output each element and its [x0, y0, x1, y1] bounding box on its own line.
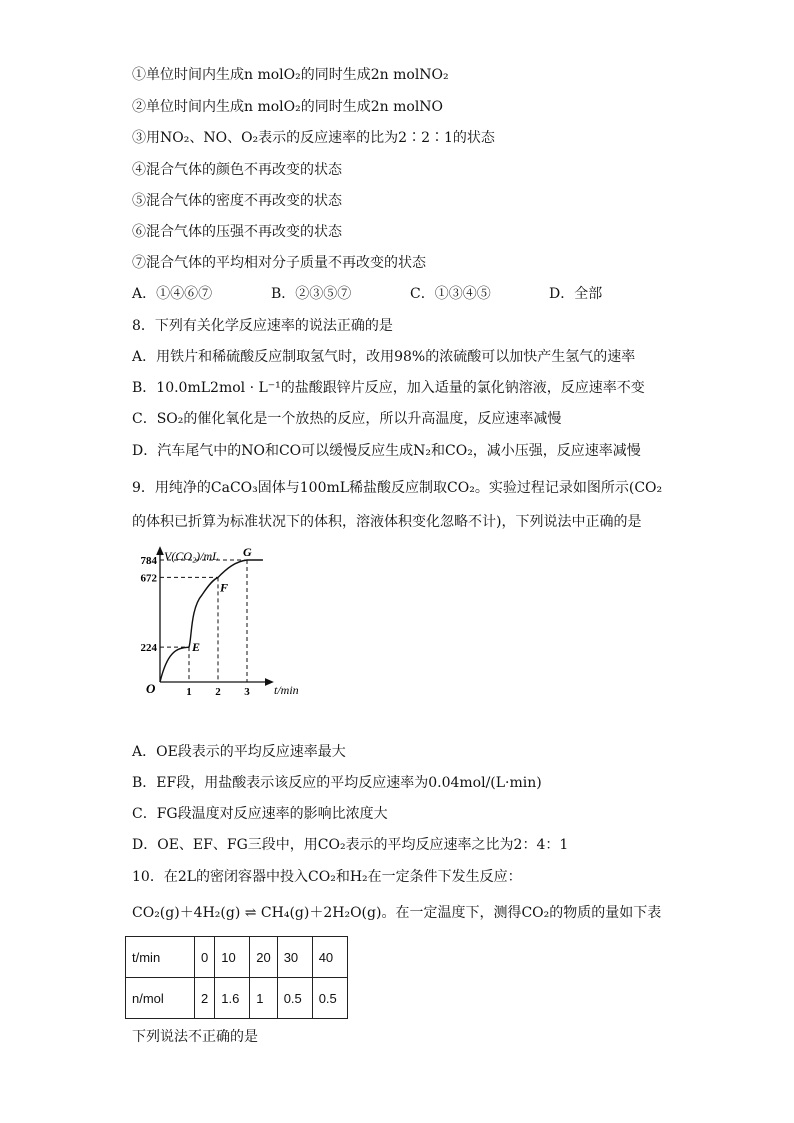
q7-option-a: A．①④⑥⑦	[132, 286, 213, 302]
q8-option-d: D．汽车尾气中的NO和CO可以缓慢反应生成N₂和CO₂，减小压强，反应速率减慢	[132, 443, 641, 459]
y-tick-label: 224	[140, 642, 157, 655]
table-row	[126, 937, 348, 978]
q7-option-b: B．②③⑤⑦	[271, 286, 352, 302]
q9-option-a: A．OE段表示的平均反应速率最大	[132, 744, 346, 760]
q7-option-d: D．全部	[549, 286, 603, 302]
table-cell: 10	[215, 937, 250, 978]
table-row	[126, 978, 348, 1019]
q9-stem-line2: 的体积已折算为标准状况下的体积，溶液体积变化忽略不计)，下列说法中正确的是	[132, 514, 642, 530]
q8-stem: 8．下列有关化学反应速率的说法正确的是	[132, 318, 393, 334]
x-tick-label: 1	[186, 686, 192, 698]
table-cell: 2	[195, 978, 215, 1019]
co2-volume-chart	[130, 540, 320, 705]
q9-stem-line1: 9．用纯净的CaCO₃固体与100mL稀盐酸反应制取CO₂。实验过程记录如图所示(CO₂	[132, 480, 663, 496]
table-cell: 40	[312, 937, 347, 978]
q9-option-b: B．EF段，用盐酸表示该反应的平均反应速率为0.04mol/(L·min)	[132, 775, 542, 791]
statement-3: ③用NO₂、NO、O₂表示的反应速率的比为2∶2∶1的状态	[132, 130, 495, 146]
statement-6: ⑥混合气体的压强不再改变的状态	[132, 224, 342, 240]
q7-option-c: C．①③④⑤	[410, 286, 491, 302]
q8-option-b: B．10.0mL2mol · L⁻¹的盐酸跟锌片反应，加入适量的氯化钠溶液，反应速率不变	[132, 380, 645, 396]
q9-option-c: C．FG段温度对反应速率的影响比浓度大	[132, 806, 388, 822]
table-cell: 0.5	[312, 978, 347, 1019]
y-tick-label: 672	[140, 572, 157, 585]
table-cell: 0.5	[277, 978, 312, 1019]
q7-options	[132, 284, 602, 304]
origin-label: O	[146, 681, 156, 696]
point-label: E	[192, 640, 201, 655]
table-cell: t/min	[126, 937, 195, 978]
point-label: G	[243, 545, 252, 559]
x-tick-label: 3	[244, 686, 250, 698]
x-axis-label: t/min	[274, 683, 299, 697]
table-cell: 0	[195, 937, 215, 978]
statement-4: ④混合气体的颜色不再改变的状态	[132, 162, 342, 178]
table-cell: 30	[277, 937, 312, 978]
statement-5: ⑤混合气体的密度不再改变的状态	[132, 193, 342, 209]
y-axis-label: V(CO₂)/mL	[164, 549, 219, 563]
y-tick-label: 784	[140, 555, 157, 567]
q9-option-d: D．OE、EF、FG三段中，用CO₂表示的平均反应速率之比为2：4：1	[132, 837, 569, 853]
statement-1: ①单位时间内生成n molO₂的同时生成2n molNO₂	[132, 67, 449, 83]
q10-question: 下列说法不正确的是	[132, 1029, 258, 1045]
table-cell: 1.6	[215, 978, 250, 1019]
q8-option-a: A．用铁片和稀硫酸反应制取氢气时，改用98%的浓硫酸可以加快产生氢气的速率	[132, 349, 636, 365]
q10-stem: 10．在2L的密闭容器中投入CO₂和H₂在一定条件下发生反应：	[132, 869, 522, 885]
table-cell: 1	[250, 978, 277, 1019]
data-curve	[160, 560, 263, 682]
q10-equation: CO₂(g)＋4H₂(g) ⇌ CH₄(g)＋2H₂O(g)。在一定温度下，测得CO₂的物质的量如下表	[132, 905, 662, 921]
table-cell: n/mol	[126, 978, 195, 1019]
statement-2: ②单位时间内生成n molO₂的同时生成2n molNO	[132, 99, 444, 115]
q8-option-c: C．SO₂的催化氧化是一个放热的反应，所以升高温度，反应速率减慢	[132, 411, 562, 427]
table-cell: 20	[250, 937, 277, 978]
statement-7: ⑦混合气体的平均相对分子质量不再改变的状态	[132, 255, 426, 271]
q10-data-table	[125, 936, 348, 1019]
x-tick-label: 2	[215, 686, 221, 698]
plot-group	[141, 545, 263, 698]
point-label: F	[220, 580, 229, 595]
